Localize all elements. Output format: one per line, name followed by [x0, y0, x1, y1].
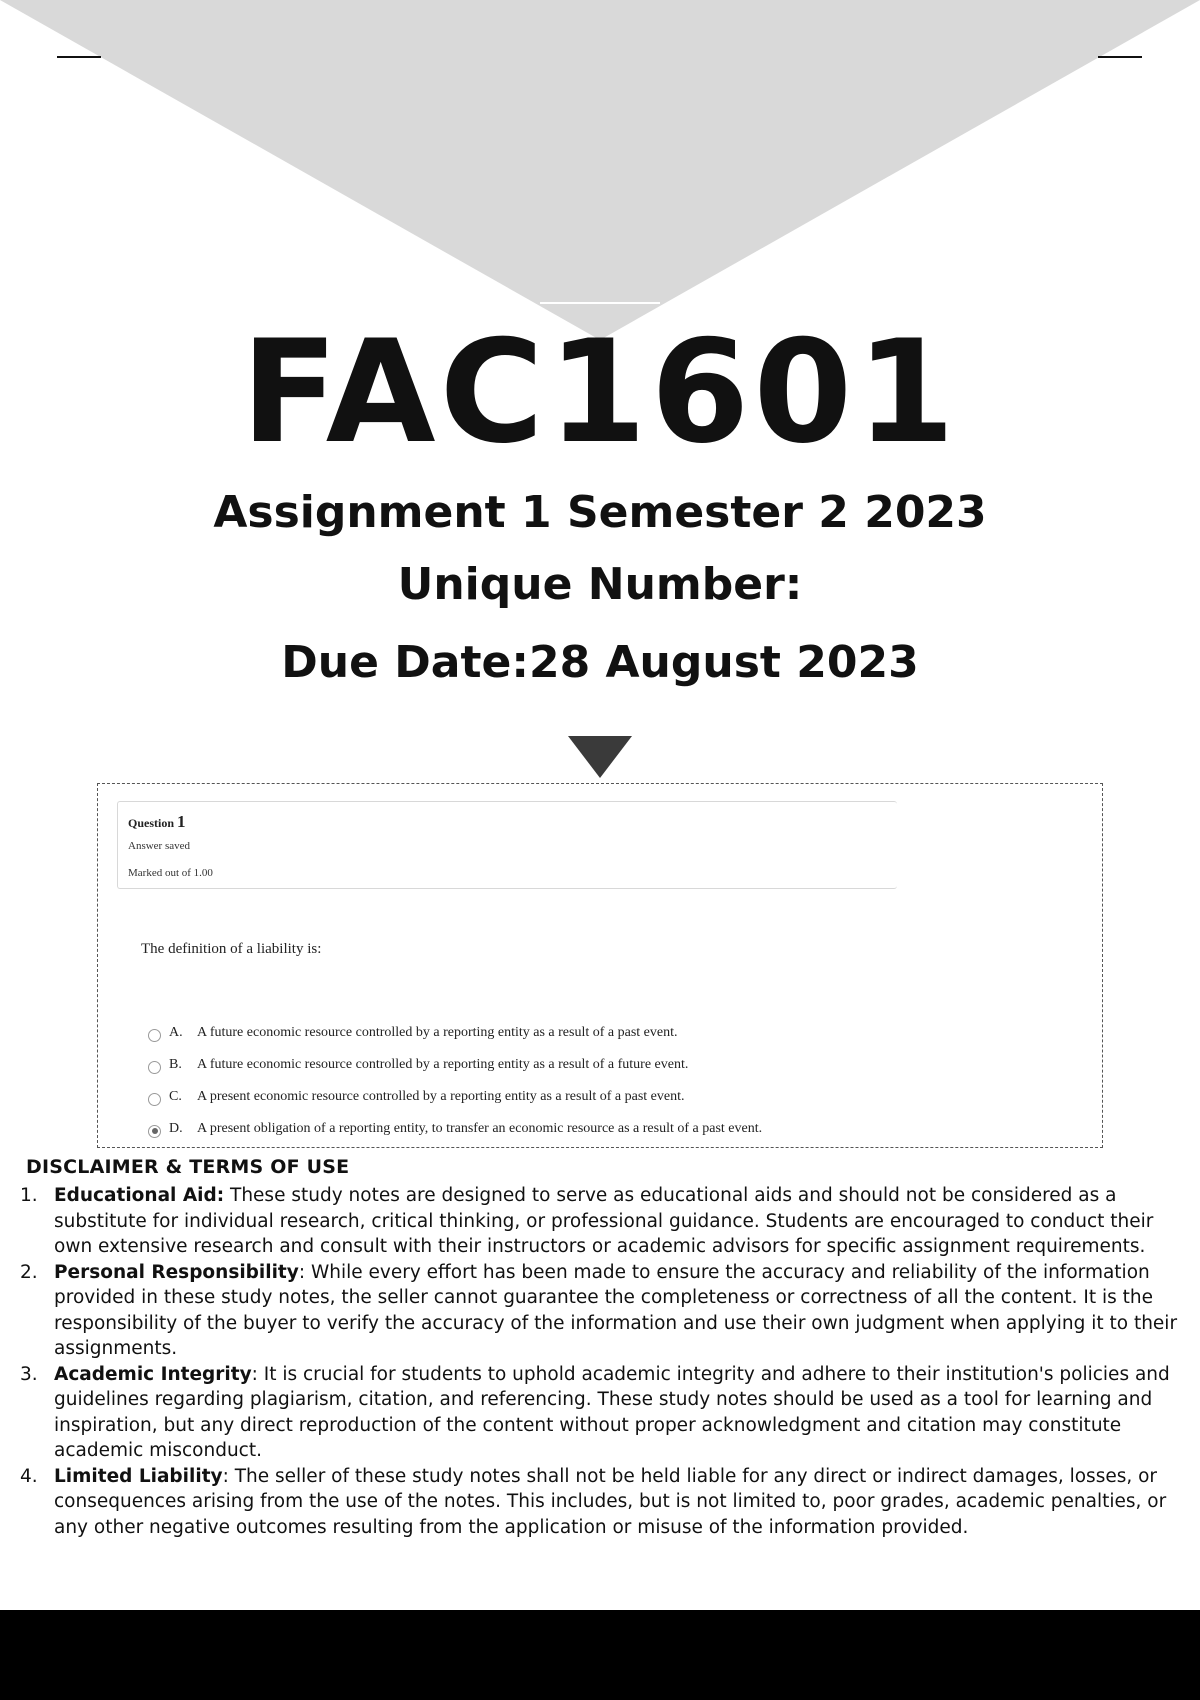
radio-empty-icon[interactable] [148, 1029, 161, 1042]
answer-option-d[interactable] [148, 1113, 1048, 1145]
radio-empty-icon[interactable] [148, 1061, 161, 1074]
radio-empty-icon[interactable] [148, 1093, 161, 1106]
option-letter: B. [169, 1057, 182, 1072]
terms-item-body: : While every effort has been made to ensure the accuracy and reliability of the information provided in these study notes, the seller cannot guarantee the completeness or correctness of all the content. It is the responsibility of the buyer to verify the accuracy of the information and use their own judgment when applying it to their assignments. [54, 1261, 1178, 1359]
terms-item-body: : It is crucial for students to uphold academic integrity and adhere to their institution's policies and guidelines regarding plagiarism, citation, and referencing. These study notes should be used as a tool for learning and inspiration, but any direct reproduction of the content without proper acknowledgment and citation may constitute academic misconduct. [54, 1363, 1170, 1461]
terms-item [20, 1260, 1190, 1362]
footer-bar [0, 1610, 1200, 1700]
question-word: Question [128, 816, 175, 830]
terms-item-heading: Personal Responsibility [54, 1261, 299, 1283]
answer-option-b[interactable] [148, 1049, 1048, 1081]
terms-item-number: 3. [20, 1363, 38, 1385]
down-triangle-icon [568, 736, 632, 778]
unique-number-label: Unique Number: [397, 559, 803, 610]
answer-options [148, 1017, 1048, 1145]
option-text: A present obligation of a reporting entity, to transfer an economic resource as a result of a past event. [197, 1121, 763, 1136]
option-text: A future economic resource controlled by a reporting entity as a result of a past event. [197, 1025, 678, 1040]
terms-item-number: 4. [20, 1465, 38, 1487]
question-marks: Marked out of 1.00 [128, 867, 213, 879]
question-text: The definition of a liability is: [141, 941, 322, 957]
question-screenshot [97, 783, 1103, 1148]
radio-selected-icon[interactable] [148, 1125, 161, 1138]
header-banner [0, 0, 1200, 345]
option-letter: A. [169, 1025, 183, 1040]
terms-item [20, 1464, 1190, 1541]
terms-item-body: : The seller of these study notes shall not be held liable for any direct or indirect damages, losses, or consequences arising from the use of the notes. This includes, but is not limited to, poor grades, academic penalties, or any other negative outcomes resulting from the application or misuse of the information provided. [54, 1465, 1167, 1538]
terms-item [20, 1362, 1190, 1464]
question-label [128, 812, 186, 832]
question-number: 1 [177, 812, 186, 831]
disclaimer-title: DISCLAIMER & TERMS OF USE [26, 1156, 350, 1178]
due-date: Due Date:28 August 2023 [281, 637, 919, 688]
terms-item-body: These study notes are designed to serve as educational aids and should not be considered as a substitute for individual research, critical thinking, or professional guidance. Students are encouraged to conduct their own extensive research and consult with their instructors or academic advisors for specific assignment requirements. [54, 1185, 1154, 1257]
answer-option-a[interactable] [148, 1017, 1048, 1049]
option-letter: D. [169, 1121, 183, 1136]
terms-item-number: 2. [20, 1261, 38, 1283]
question-info-panel [117, 801, 897, 889]
answer-status: Answer saved [128, 840, 191, 852]
option-text: A present economic resource controlled by a reporting entity as a result of a past event. [197, 1089, 685, 1104]
assignment-title: Assignment 1 Semester 2 2023 [213, 487, 987, 538]
terms-item-heading: Limited Liability [54, 1465, 223, 1487]
terms-item-heading: Educational Aid: [54, 1185, 225, 1206]
terms-item-number: 1. [20, 1185, 38, 1206]
option-letter: C. [169, 1089, 182, 1104]
course-code: FAC1601 [240, 310, 960, 475]
corner-rule-left [57, 56, 101, 58]
option-text: A future economic resource controlled by a reporting entity as a result of a future event. [197, 1057, 689, 1072]
answer-option-c[interactable] [148, 1081, 1048, 1113]
terms-item [20, 1183, 1190, 1260]
terms-item-heading: Academic Integrity [54, 1363, 252, 1385]
terms-list [20, 1183, 1190, 1540]
corner-rule-right [1098, 56, 1142, 58]
